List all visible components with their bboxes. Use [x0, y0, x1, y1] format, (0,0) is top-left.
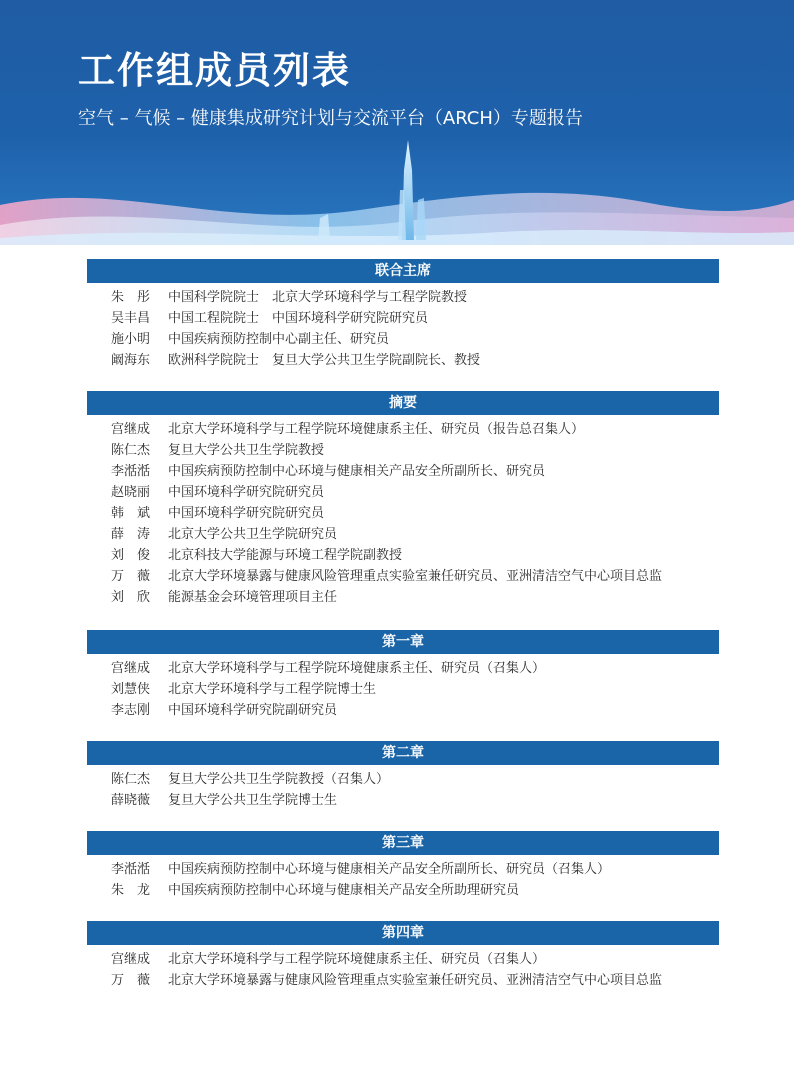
list-item: [87, 482, 719, 503]
section-chapter-4: [87, 921, 719, 991]
member-role: 中国环境科学研究院副研究员: [168, 703, 338, 718]
member-name: 韩 斌: [111, 506, 151, 521]
list-item: [87, 880, 719, 901]
list-item: [87, 566, 719, 587]
member-role: 中国工程院院士 中国环境科学研究院研究员: [168, 311, 429, 326]
list-item: [87, 679, 719, 700]
section-header: 第一章: [87, 630, 719, 654]
list-item: [87, 461, 719, 482]
member-role: 复旦大学公共卫生学院教授: [168, 443, 325, 458]
member-role: 北京大学环境暴露与健康风险管理重点实验室兼任研究员、亚洲清洁空气中心项目总监: [168, 569, 663, 584]
member-name: 刘 俊: [111, 548, 151, 563]
list-item: [87, 329, 719, 350]
member-name: 宫继成: [111, 422, 151, 437]
member-name: 万 薇: [111, 569, 151, 584]
member-role: 北京大学环境科学与工程学院环境健康系主任、研究员（报告总召集人）: [168, 422, 585, 437]
list-item: [87, 859, 719, 880]
member-name: 刘慧侠: [111, 682, 151, 697]
member-name: 朱 龙: [111, 883, 151, 898]
member-role: 能源基金会环境管理项目主任: [168, 590, 338, 605]
page-subtitle: 空气 – 气候 – 健康集成研究计划与交流平台（ARCH）专题报告: [78, 108, 583, 129]
member-role: 欧洲科学院院士 复旦大学公共卫生学院副院长、教授: [168, 353, 481, 368]
member-role: 中国疾病预防控制中心环境与健康相关产品安全所助理研究员: [168, 883, 520, 898]
member-role: 北京大学环境科学与工程学院环境健康系主任、研究员（召集人）: [168, 952, 546, 967]
member-role: 复旦大学公共卫生学院教授（召集人）: [168, 772, 390, 787]
member-name: 薛 涛: [111, 527, 151, 542]
member-role: 北京大学环境科学与工程学院环境健康系主任、研究员（召集人）: [168, 661, 546, 676]
member-role: 中国科学院院士 北京大学环境科学与工程学院教授: [168, 290, 468, 305]
member-name: 万 薇: [111, 973, 151, 988]
list-item: [87, 769, 719, 790]
member-name: 施小明: [111, 332, 151, 347]
section-header: 第三章: [87, 831, 719, 855]
list-item: [87, 440, 719, 461]
member-role: 北京科技大学能源与环境工程学院副教授: [168, 548, 403, 563]
member-role: 北京大学环境科学与工程学院博士生: [168, 682, 377, 697]
member-name: 吴丰昌: [111, 311, 151, 326]
member-name: 宫继成: [111, 661, 151, 676]
member-role: 复旦大学公共卫生学院博士生: [168, 793, 338, 808]
member-name: 李志刚: [111, 703, 151, 718]
member-name: 李湉湉: [111, 464, 151, 479]
member-role: 中国疾病预防控制中心副主任、研究员: [168, 332, 390, 347]
member-name: 薛晓薇: [111, 793, 151, 808]
member-name: 宫继成: [111, 952, 151, 967]
member-role: 中国环境科学研究院研究员: [168, 506, 325, 521]
member-name: 阚海东: [111, 353, 151, 368]
list-item: [87, 970, 719, 991]
section-co-chairs: [87, 259, 719, 371]
section-chapter-2: [87, 741, 719, 811]
member-name: 陈仁杰: [111, 772, 151, 787]
member-name: 李湉湉: [111, 862, 151, 877]
list-item: [87, 287, 719, 308]
list-item: [87, 350, 719, 371]
member-list: [87, 259, 719, 1011]
section-summary: [87, 391, 719, 608]
list-item: [87, 419, 719, 440]
section-chapter-3: [87, 831, 719, 901]
list-item: [87, 308, 719, 329]
section-header: 第四章: [87, 921, 719, 945]
section-header: 摘要: [87, 391, 719, 415]
member-role: 中国疾病预防控制中心环境与健康相关产品安全所副所长、研究员: [168, 464, 546, 479]
page-title: 工作组成员列表: [78, 49, 351, 92]
member-name: 朱 彤: [111, 290, 151, 305]
list-item: [87, 790, 719, 811]
list-item: [87, 587, 719, 608]
member-role: 中国环境科学研究院研究员: [168, 485, 325, 500]
header-banner: [0, 0, 794, 245]
list-item: [87, 658, 719, 679]
member-role: 中国疾病预防控制中心环境与健康相关产品安全所副所长、研究员（召集人）: [168, 862, 611, 877]
section-header: 第二章: [87, 741, 719, 765]
list-item: [87, 949, 719, 970]
list-item: [87, 503, 719, 524]
member-role: 北京大学环境暴露与健康风险管理重点实验室兼任研究员、亚洲清洁空气中心项目总监: [168, 973, 663, 988]
member-role: 北京大学公共卫生学院研究员: [168, 527, 338, 542]
member-name: 赵晓丽: [111, 485, 151, 500]
list-item: [87, 524, 719, 545]
member-name: 刘 欣: [111, 590, 151, 605]
list-item: [87, 700, 719, 721]
list-item: [87, 545, 719, 566]
section-header: 联合主席: [87, 259, 719, 283]
member-name: 陈仁杰: [111, 443, 151, 458]
section-chapter-1: [87, 630, 719, 721]
